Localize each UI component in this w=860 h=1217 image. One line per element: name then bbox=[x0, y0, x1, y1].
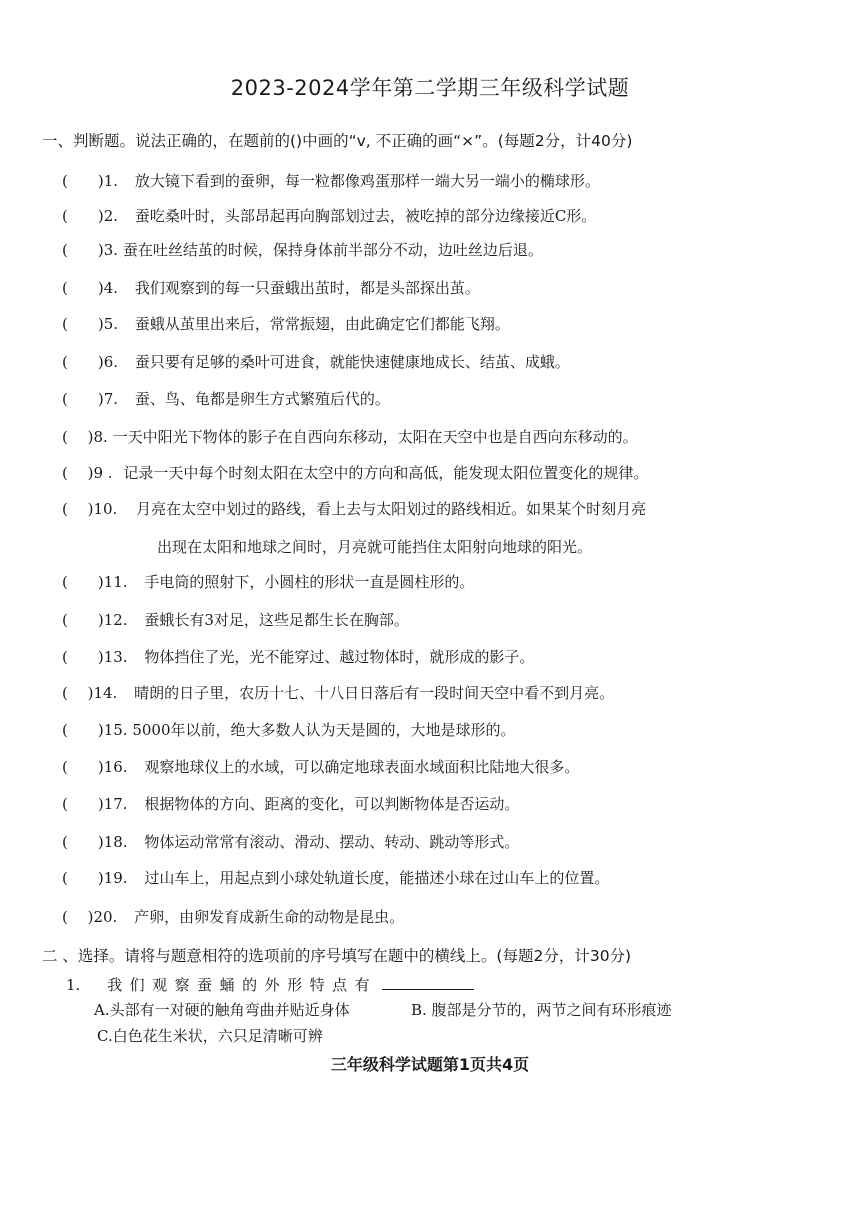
option-b: B. 腹部是分节的，两节之间有环形痕迹 bbox=[411, 1001, 672, 1019]
item-text: 5000年以前，绝大多数人认为天是圆的，大地是球形的。 bbox=[132, 721, 516, 739]
answer-blank[interactable] bbox=[382, 975, 474, 990]
judge-item-9 bbox=[62, 462, 648, 483]
answer-paren[interactable]: ( )18. bbox=[62, 833, 128, 851]
answer-paren[interactable]: ( )1. bbox=[62, 172, 119, 190]
judge-item-12 bbox=[62, 609, 409, 630]
item-text: 蚕只要有足够的桑叶可进食，就能快速健康地成长、结茧、成蛾。 bbox=[134, 353, 570, 371]
judge-item-13 bbox=[62, 646, 534, 667]
answer-paren[interactable]: ( )6. bbox=[62, 353, 119, 371]
item-text: 蚕在吐丝结茧的时候，保持身体前半部分不动，边吐丝边后退。 bbox=[122, 241, 543, 259]
answer-paren[interactable]: ( )4. bbox=[62, 279, 119, 297]
item-text: 观察地球仪上的水域，可以确定地球表面水域面积比陆地大很多。 bbox=[144, 758, 580, 776]
item-text: 蚕吃桑叶时，头部昂起再向胸部划过去，被吃掉的部分边缘接近C形。 bbox=[134, 207, 597, 225]
judge-item-10 bbox=[62, 498, 646, 519]
judge-item-4 bbox=[62, 277, 480, 298]
judge-item-7 bbox=[62, 388, 390, 409]
item-text: 放大镜下看到的蚕卵，每一粒都像鸡蛋那样一端大另一端小的椭球形。 bbox=[134, 172, 600, 190]
section2-heading: 二 、选择。请将与题意相符的选项前的序号填写在题中的横线上。(每题2分，计30分) bbox=[42, 947, 632, 965]
answer-paren[interactable]: ( )15. bbox=[62, 721, 128, 739]
page-footer: 三年级科学试题第1页共4页 bbox=[330, 1055, 530, 1074]
judge-item-20 bbox=[62, 906, 404, 927]
answer-paren[interactable]: ( )20. bbox=[62, 908, 118, 926]
item-text: 月亮在太空中划过的路线，看上去与太阳划过的路线相近。如果某个时刻月亮 bbox=[136, 500, 647, 518]
judge-item-10-continuation: 出现在太阳和地球之间时，月亮就可能挡住太阳射向地球的阳光。 bbox=[157, 538, 593, 556]
answer-paren[interactable]: ( )2. bbox=[62, 207, 119, 225]
section1-heading: 一、判断题。说法正确的，在题前的()中画的“v, 不正确的画“×”。(每题2分，计40分) bbox=[42, 132, 633, 150]
item-text: 过山车上，用起点到小球处轨道长度，能描述小球在过山车上的位置。 bbox=[144, 869, 610, 887]
judge-item-1 bbox=[62, 170, 600, 191]
answer-paren[interactable]: ( )19. bbox=[62, 869, 128, 887]
judge-item-5 bbox=[62, 313, 510, 334]
judge-item-19 bbox=[62, 867, 609, 888]
judge-item-6 bbox=[62, 351, 570, 372]
answer-paren[interactable]: ( )13. bbox=[62, 648, 128, 666]
judge-item-8 bbox=[62, 426, 638, 447]
judge-item-18 bbox=[62, 831, 519, 852]
item-text: 根据物体的方向、距离的变化，可以判断物体是否运动。 bbox=[144, 795, 520, 813]
item-text: 一天中阳光下物体的影子在自西向东移动，太阳在天空中也是自西向东移动的。 bbox=[112, 428, 638, 446]
answer-paren[interactable]: ( )11. bbox=[62, 573, 128, 591]
answer-paren[interactable]: ( )10. bbox=[62, 500, 118, 518]
judge-item-17 bbox=[62, 793, 519, 814]
judge-item-3 bbox=[62, 239, 543, 260]
judge-item-11 bbox=[62, 571, 474, 592]
answer-paren[interactable]: ( )3. bbox=[62, 241, 119, 259]
answer-paren[interactable]: ( )16. bbox=[62, 758, 128, 776]
judge-item-14 bbox=[62, 682, 614, 703]
option-c: C.白色花生米状，六只足清晰可辨 bbox=[97, 1027, 323, 1045]
item-text: 手电筒的照射下，小圆柱的形状一直是圆柱形的。 bbox=[144, 573, 475, 591]
item-text: 产卵，由卵发育成新生命的动物是昆虫。 bbox=[134, 908, 405, 926]
item-text: 蚕蛾长有3对足，这些足都生长在胸部。 bbox=[144, 611, 409, 629]
answer-paren[interactable]: ( )14. bbox=[62, 684, 118, 702]
judge-item-2 bbox=[62, 205, 596, 226]
judge-item-16 bbox=[62, 756, 579, 777]
answer-paren[interactable]: ( )7. bbox=[62, 390, 119, 408]
item-text: 物体运动常常有滚动、滑动、摆动、转动、跳动等形式。 bbox=[144, 833, 520, 851]
page-title: 2023-2024学年第二学期三年级科学试题 bbox=[230, 76, 630, 100]
item-text: 蚕蛾从茧里出来后，常常振翅，由此确定它们都能飞翔。 bbox=[134, 315, 510, 333]
item-text: 我们观察到的每一只蚕蛾出茧时，都是头部探出茧。 bbox=[134, 279, 480, 297]
option-a: A.头部有一对硬的触角弯曲并贴近身体 bbox=[94, 1001, 350, 1019]
choice-question-1 bbox=[66, 974, 474, 995]
judge-item-15 bbox=[62, 719, 516, 740]
question-stem: 我们观察蚕蛹的外形特点有 bbox=[107, 976, 378, 994]
item-text: 记录一天中每个时刻太阳在太空中的方向和高低，能发现太阳位置变化的规律。 bbox=[123, 464, 649, 482]
item-text: 物体挡住了光，光不能穿过、越过物体时，就形成的影子。 bbox=[144, 648, 535, 666]
answer-paren[interactable]: ( )12. bbox=[62, 611, 128, 629]
answer-paren[interactable]: ( )5. bbox=[62, 315, 119, 333]
answer-paren[interactable]: ( )8. bbox=[62, 428, 108, 446]
answer-paren[interactable]: ( )9 . bbox=[62, 464, 113, 482]
item-text: 晴朗的日子里，农历十七、十八日日落后有一段时间天空中看不到月亮。 bbox=[134, 684, 615, 702]
answer-paren[interactable]: ( )17. bbox=[62, 795, 128, 813]
item-text: 蚕、鸟、龟都是卵生方式繁殖后代的。 bbox=[134, 390, 390, 408]
question-number: 1. bbox=[66, 976, 81, 994]
